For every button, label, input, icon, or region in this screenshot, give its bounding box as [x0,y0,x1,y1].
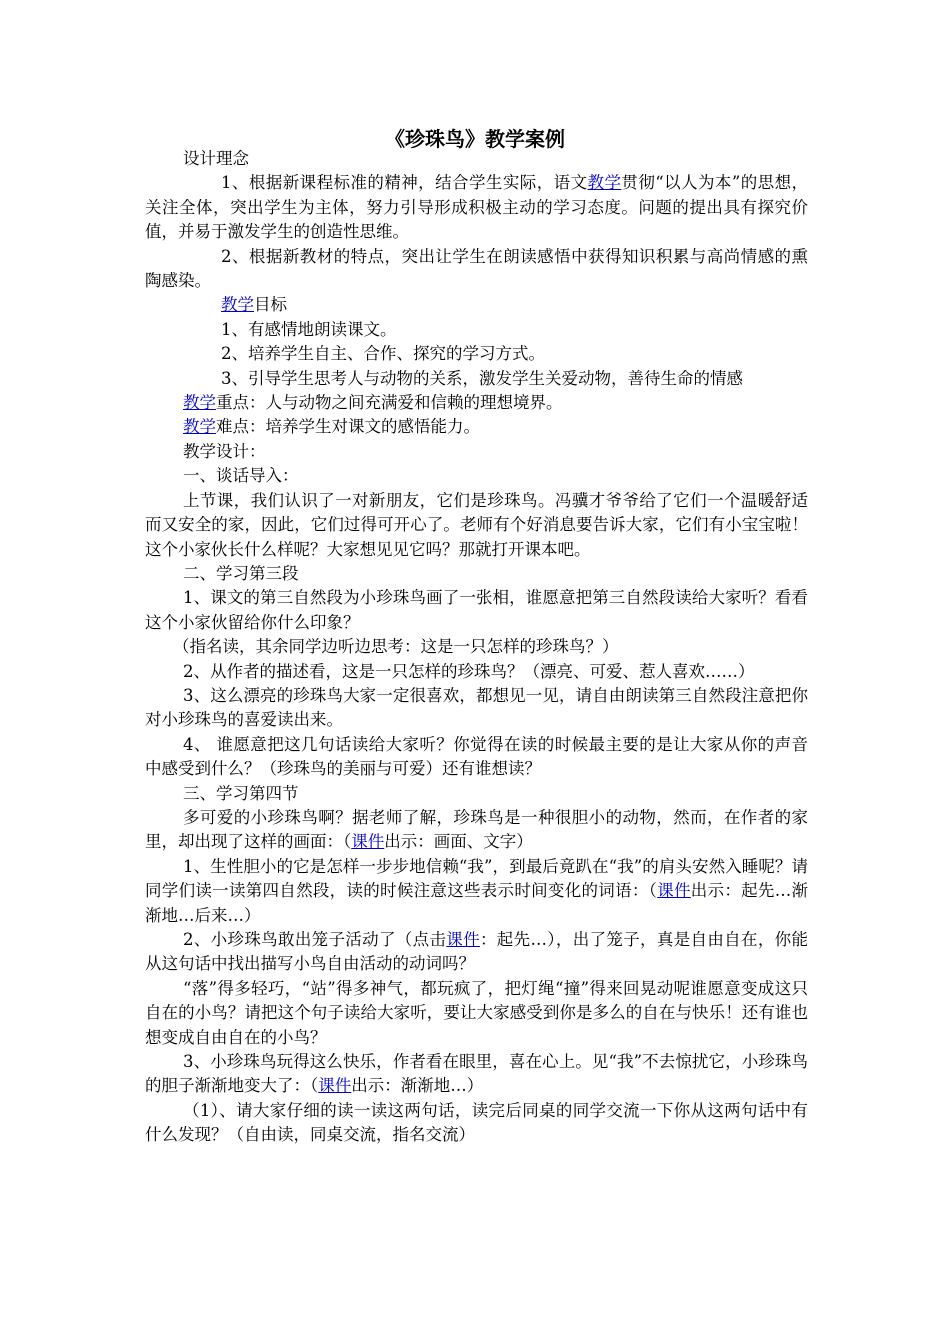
section-2-paragraph-5: 4、 谁愿意把这几句话读给大家听？你觉得在读的时候最主要的是让大家从你的声音中感受到什么？（珍珠鸟的美丽与可爱）还有谁想读？ [145,734,808,779]
section-2-paragraph-4: 3、这么漂亮的珍珠鸟大家一定很喜欢，都想见一见，请自由朗读第三自然段注意把你对小珍珠鸟的喜爱读出来。 [145,685,808,730]
key-point: 教学重点：人与动物之间充满爱和信赖的理想境界。 [183,393,563,413]
goal-item-2: 2、培养学生自主、合作、探究的学习方式。 [221,344,545,364]
teaching-link[interactable]: 教学 [221,295,254,315]
document-body [145,147,808,1148]
section-2-paragraph-2: （指名读，其余同学边听边思考：这是一只怎样的珍珠鸟？） [173,637,619,657]
document-title: 《珍珠鸟》教学案例 [385,127,565,151]
section-3-paragraph-6: （1）、请大家仔细的读一读这两句话，读完后同桌的同学交流一下你从这两句话中有什么发现？（自由读，同桌交流，指名交流） [145,1100,808,1145]
section-3-paragraph-4: “落”得多轻巧，“站”得多神气，都玩疯了，把灯绳“撞”得来回晃动呢谁愿意变成这只自在的小鸟？请把这个句子读给大家听，要让大家感受到你是多么的自在与快乐！还有谁也想变成自由自在的小鸟？ [145,978,808,1047]
design-label: 教学设计： [183,441,266,461]
section-3-heading: 三、学习第四节 [183,783,299,803]
difficulty: 教学难点：培养学生对课文的感悟能力。 [183,417,480,437]
goal-item-1: 1、有感情地朗读课文。 [221,319,397,339]
teaching-link[interactable]: 教学 [183,393,216,413]
section-3-paragraph-5: 3、小珍珠鸟玩得这么快乐，作者看在眼里，喜在心上。见“我”不去惊扰它，小珍珠鸟的胆子渐渐地变大了：（课件出示：渐渐地…） [145,1052,808,1096]
section-2-heading: 二、学习第三段 [183,563,299,583]
courseware-link[interactable]: 课件 [318,1076,352,1096]
design-heading: 设计理念 [183,149,249,168]
section-3-paragraph-1: 多可爱的小珍珠鸟啊？据老师了解，珍珠鸟是一种很胆小的动物，然而，在作者的家里，却出现了这样的画面：（课件出示：画面、文字） [145,807,808,852]
design-paragraph-1: 1、根据新课程标准的精神，结合学生实际，语文教学贯彻“以人为本”的思想，关注全体，突出学生为主体，努力引导形成积极主动的学习态度。问题的提出具有探究价值，并易于激发学生的创造性思维。 [145,173,809,242]
courseware-link[interactable]: 课件 [351,832,385,852]
section-2-paragraph-1: 1、课文的第三自然段为小珍珠鸟画了一张相，谁愿意把第三自然段读给大家听？看看这个小家伙留给你什么印象？ [145,588,808,632]
design-paragraph-2: 2、根据新教材的特点，突出让学生在朗读感悟中获得知识积累与高尚情感的熏陶感染。 [145,246,808,291]
section-1-heading: 一、谈话导入： [183,466,299,486]
goal-heading: 教学目标 [221,295,287,315]
teaching-link[interactable]: 教学 [587,173,622,193]
section-3-paragraph-3: 2、小珍珠鸟敢出笼子活动了（点击课件：起先…），出了笼子，真是自由自在，你能从这句话中找出描写小鸟自由活动的动词吗？ [145,930,809,974]
section-1-paragraph: 上节课，我们认识了一对新朋友，它们是珍珠鸟。冯骥才爷爷给了它们一个温暖舒适而又安全的家，因此，它们过得可开心了。老师有个好消息要告诉大家，它们有小宝宝啦！这个小家伙长什么样呢？大家想见见它吗？那就打开课本吧。 [145,490,808,559]
section-3-paragraph-2: 1、生性胆小的它是怎样一步步地信赖“我”，到最后竟趴在“我”的肩头安然入睡呢？请同学们读一读第四自然段，读的时候注意这些表示时间变化的词语：（课件出示：起先…渐渐地…后来…） [145,856,809,925]
goal-item-3: 3、引导学生思考人与动物的关系，激发学生关爱动物，善待生命的情感 [221,368,743,388]
courseware-link[interactable]: 课件 [446,930,480,949]
courseware-link[interactable]: 课件 [657,881,691,901]
section-2-paragraph-3: 2、从作者的描述看，这是一只怎样的珍珠鸟？（漂亮、可爱、惹人喜欢……） [183,661,755,681]
teaching-link[interactable]: 教学 [183,417,216,437]
